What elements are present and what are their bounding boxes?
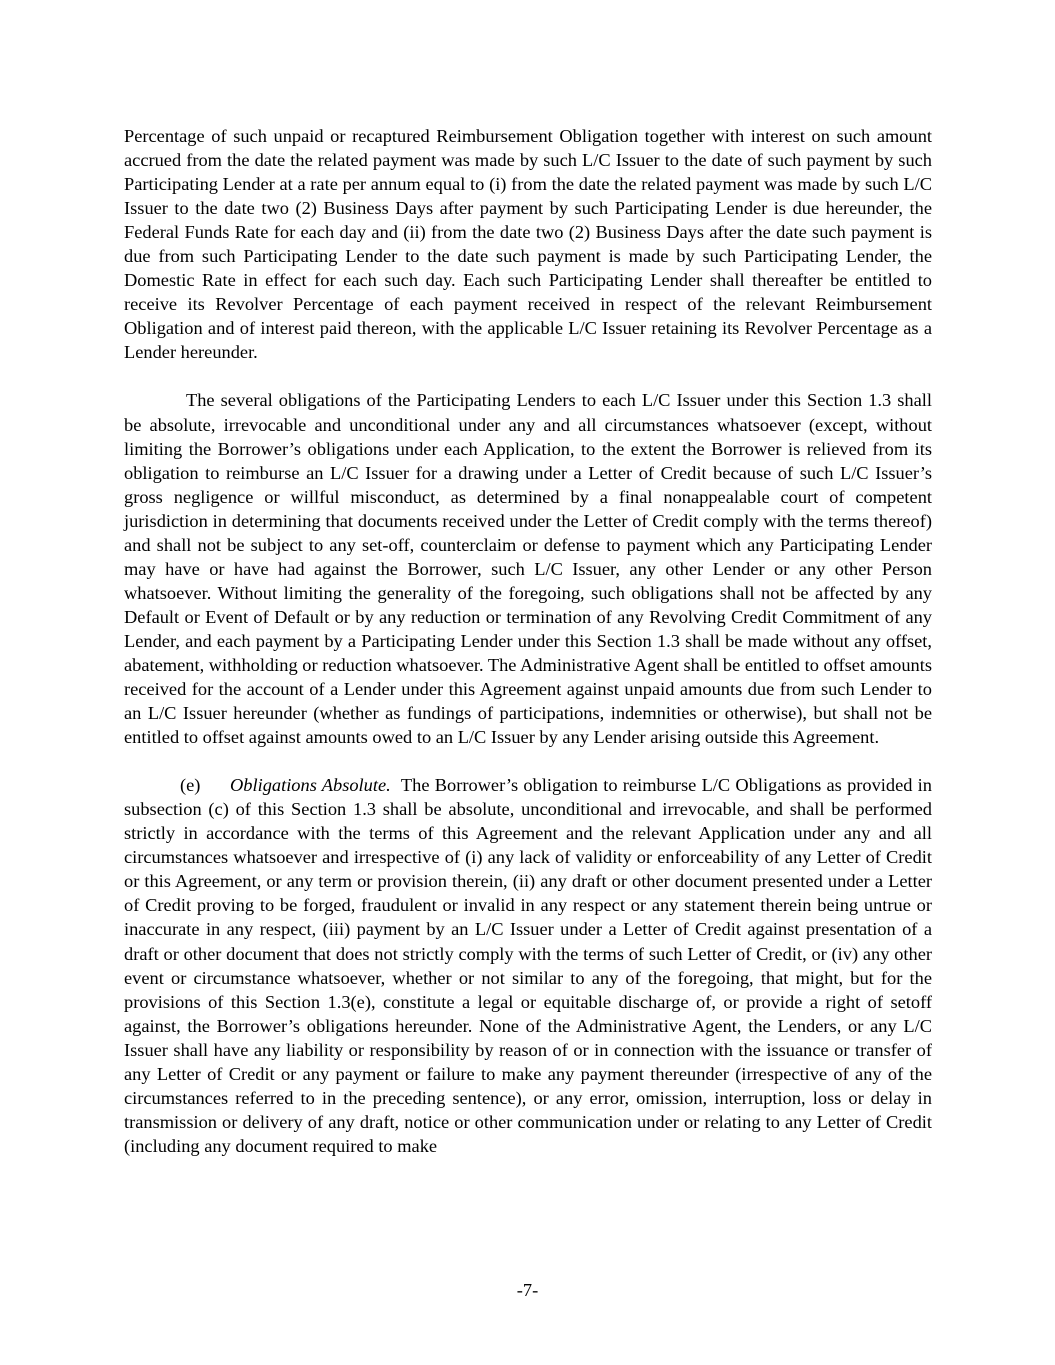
paragraph-2: The several obligations of the Participating Lenders to each L/C Issuer under this Section 1.3 shall be absolute, irrevocable and unconditional under any and all circumstances whatsoever (except, without limiting the Borrower’s obligations under each Application, to the extent the Borrower is relieved from its obligation to reimburse an L/C Issuer for a drawing under a Letter of Credit because of such L/C Issuer’s gross negligence or willful misconduct, as determined by a final nonappealable court of competent jurisdiction in determining that documents received under the Letter of Credit comply with the terms thereof) and shall not be subject to any set-off, counterclaim or defense to payment which any Participating Lender may have or have had against the Borrower, such L/C Issuer, any other Lender or any other Person whatsoever. Without limiting the generality of the foregoing, such obligations shall not be affected by any Default or Event of Default or by any reduction or termination of any Revolving Credit Commitment of any Lender, and each payment by a Participating Lender under this Section 1.3 shall be made without any offset, abatement, withholding or reduction whatsoever. The Administrative Agent shall be entitled to offset amounts received for the account of a Lender under this Agreement against unpaid amounts due from such Lender to an L/C Issuer hereunder (whether as fundings of participations, indemnities or otherwise), but shall not be entitled to offset against amounts owed to an L/C Issuer by any Lender arising outside this Agreement. xyxy=(124,390,932,748)
document-page xyxy=(124,124,932,1158)
paragraph-3 xyxy=(124,773,932,1158)
paragraph-1: Percentage of such unpaid or recaptured Reimbursement Obligation together with interest on such amount accrued from the date the related payment was made by such L/C Issuer to the date of such payment by such Participating Lender at a rate per annum equal to (i) from the date the related payment was made by such L/C Issuer to the date two (2) Business Days after payment by such Participating Lender is due hereunder, the Federal Funds Rate for each day and (ii) from the date two (2) Business Days after the date such payment is due from such Participating Lender to the date such payment is made by such Participating Lender, the Domestic Rate in effect for each such day. Each such Participating Lender shall thereafter be entitled to receive its Revolver Percentage of each payment received in respect of the relevant Reimbursement Obligation and of interest paid thereon, with the applicable L/C Issuer retaining its Revolver Percentage as a Lender hereunder. xyxy=(124,126,932,363)
page-number: -7- xyxy=(516,1280,539,1300)
subsection-title: Obligations Absolute. xyxy=(230,775,391,796)
subsection-text: The Borrower’s obligation to reimburse L/C Obligations as provided in subsection (c) of this Section 1.3 shall be absolute, unconditional and irrevocable, and shall be performed strictly in accordance with the terms of this Agreement and the relevant Application under any and all circumstances whatsoever and irrespective of (i) any lack of validity or enforceability of any Letter of Credit or this Agreement, or any term or provision therein, (ii) any draft or other document presented under a Letter of Credit proving to be forged, fraudulent or invalid in any respect or any statement therein being untrue or inaccurate in any respect, (iii) payment by an L/C Issuer under a Letter of Credit against presentation of a draft or other document that does not strictly comply with the terms of such Letter of Credit, or (iv) any other event or circumstance whatsoever, whether or not similar to any of the foregoing, that might, but for the provisions of this Section 1.3(e), constitute a legal or equitable discharge of, or provide a right of setoff against, the Borrower’s obligations hereunder. None of the Administrative Agent, the Lenders, or any L/C Issuer shall have any liability or responsibility by reason of or in connection with the issuance or transfer of any Letter of Credit or any payment or failure to make any payment thereunder (irrespective of any of the circumstances referred to in the preceding sentence), or any error, omission, interruption, loss or delay in transmission or delivery of any draft, notice or other communication under or relating to any Letter of Credit (including any document required to make xyxy=(124,775,932,1156)
subsection-label: (e) xyxy=(180,775,201,796)
